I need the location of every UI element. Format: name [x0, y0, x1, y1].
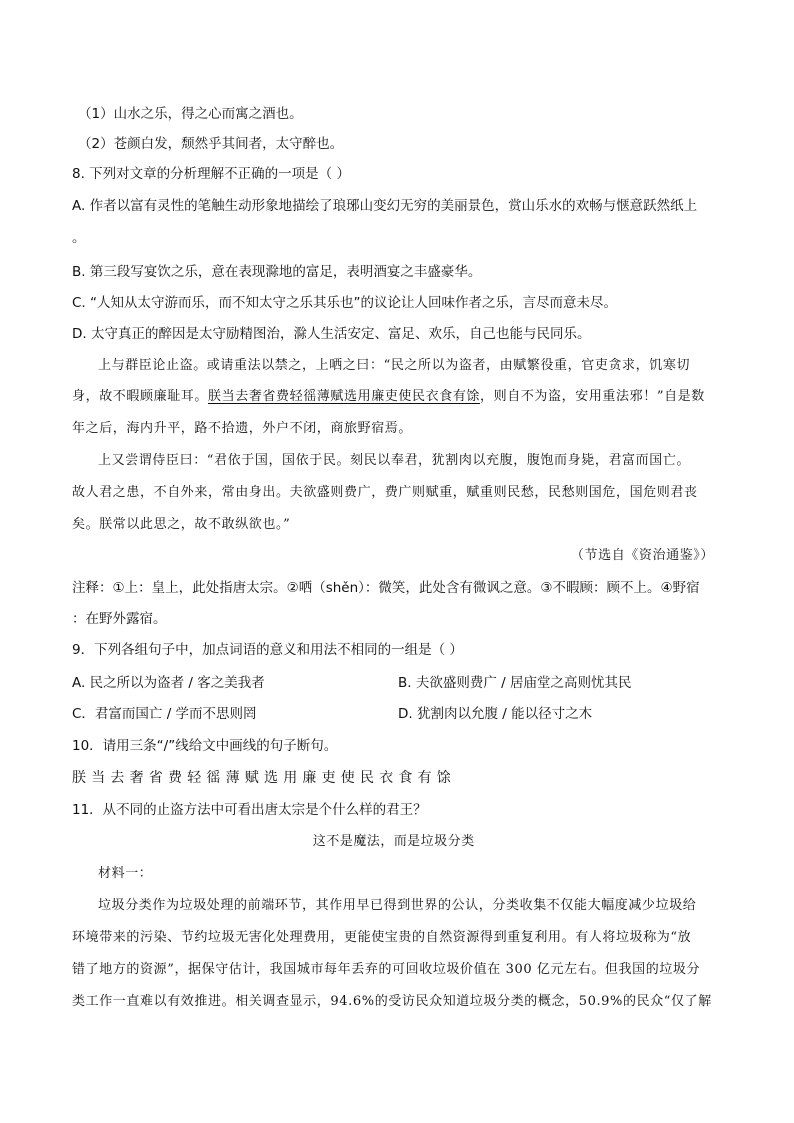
passage-p1-line2: [72, 387, 705, 407]
q10-sentence: 朕当去奢省费轻徭薄赋选用廉吏使民衣食有馀: [72, 770, 456, 786]
q7-sentence-2: （2）苍颜白发，颓然乎其间者，太守醉也。: [78, 136, 344, 152]
q9-stem: 9．下列各组句子中，加点词语的意义和用法不相同的一组是（ ）: [72, 642, 463, 658]
q9-option-b: B. 夫欲盛则费广 / 居庙堂之高则忧其民: [398, 675, 632, 691]
q8-option-a: A. 作者以富有灵性的笔触生动形象地描绘了琅琊山变幻无穷的美丽景色，赏山乐水的欢畅与惬意跃然纸上: [72, 198, 698, 214]
passage-p2-line3: 矣。朕常以此思之，故不敢纵欲也。”: [72, 517, 291, 532]
material-line4: 类工作一直难以有效推进。相关调查显示，94.6%的受访民众知道垃圾分类的概念，50.9%的民众“仅了解: [72, 994, 712, 1009]
material-line2: 环境带来的污染、节约垃圾无害化处理费用，更能使宝贵的自然资源得到重复利用。有人将垃圾称为“放: [72, 930, 692, 945]
passage-source: （节选自《资治通鉴》）: [570, 548, 714, 563]
passage-text: 身，故不暇顾廉耻耳。: [72, 389, 209, 404]
q9-option-a: A. 民之所以为盗者 / 客之美我者: [72, 675, 265, 691]
q11-stem: 11．从不同的止盗方法中可看出唐太宗是个什么样的君王？: [72, 802, 427, 818]
annotation-line1: 注释：①上：皇上，此处指唐太宗。②哂（shěn）：微笑，此处含有微讽之意。③不暇顾：顾不上。④野宿: [72, 580, 700, 596]
article-title: 这不是魔法，而是垃圾分类: [312, 834, 475, 849]
passage-text: ，则自不为盗，安用重法邪！”自是数: [480, 389, 705, 404]
underlined-sentence: 朕当去奢省费轻徭薄赋选用廉吏使民衣食有馀: [208, 389, 481, 404]
q8-option-a-continued: 。: [72, 230, 86, 246]
q9-option-c: C．君富而国亡 / 学而不思则罔: [72, 706, 257, 722]
annotation-line2: ：在野外露宿。: [72, 611, 167, 627]
material-line1: 垃圾分类作为垃圾处理的前端环节，其作用早已得到世界的公认，分类收集不仅能大幅度减少垃圾给: [98, 898, 697, 913]
q8-stem: 8. 下列对文章的分析理解不正确的一项是（ ）: [72, 166, 350, 182]
q8-option-d: D. 太守真正的醉因是太守励精图治，滁人生活安定、富足、欢乐，自己也能与民同乐。: [72, 326, 591, 342]
q7-sentence-1: （1）山水之乐，得之心而寓之酒也。: [78, 106, 303, 122]
q9-option-d: D. 犹割肉以允腹 / 能以径寸之木: [398, 706, 593, 722]
material-label: 材料一：: [98, 866, 153, 881]
passage-p2-line2: 故人君之患，不自外来，常由身出。夫欲盛则费广，费广则赋重，赋重则民愁，民愁则国危，国危则君丧: [72, 485, 698, 500]
passage-p2-line1: 上又尝谓侍臣曰：“君依于国，国依于民。刻民以奉君，犹割肉以充腹，腹饱而身毙，君富而国亡。: [98, 453, 691, 468]
passage-p1-line1: 上与群臣论止盗。或请重法以禁之，上哂之曰：“民之所以为盗者，由赋繁役重，官吏贪求，饥寒切: [98, 358, 691, 373]
passage-p1-line3: 年之后，海内升平，路不拾遗，外户不闭，商旅野宿焉。: [72, 421, 413, 436]
q8-option-b: B. 第三段写宴饮之乐，意在表现滁地的富足，表明酒宴之丰盛豪华。: [72, 264, 482, 280]
q10-stem: 10．请用三条“/”线给文中画线的句子断句。: [72, 738, 338, 754]
material-line3: 错了地方的资源”，据保守估计，我国城市每年丢弃的可回收垃圾价值在 300 亿元左右。但我国的垃圾分: [72, 962, 701, 977]
q8-option-c: C. “人知从太守游而乐，而不知太守之乐其乐也”的议论让人回味作者之乐，言尽而意未尽。: [72, 295, 617, 311]
